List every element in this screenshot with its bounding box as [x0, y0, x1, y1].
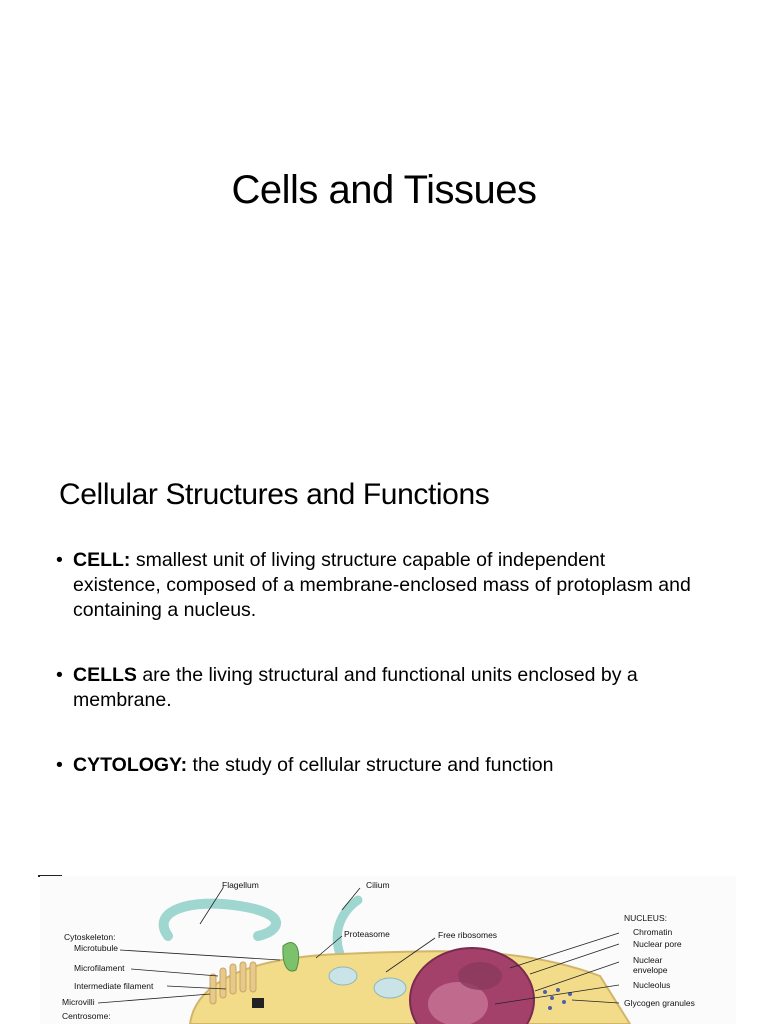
bullet-dot-icon: • [56, 664, 63, 686]
label-nucleolus: Nucleolus [633, 980, 671, 990]
label-microtubule: Microtubule [74, 943, 118, 953]
label-cytoskeleton: Cytoskeleton: [64, 932, 116, 942]
slide-title-heading: Cells and Tissues [231, 168, 537, 212]
bullet-cell [56, 548, 696, 623]
centrosome-shape [252, 998, 264, 1008]
bullet-dot-icon: • [56, 549, 63, 571]
label-cilium: Cilium [366, 880, 390, 890]
bullet-text: the study of cellular structure and function [187, 754, 554, 776]
bullet-term: CELL: [73, 549, 131, 571]
bullet-cells [56, 663, 696, 713]
label-flagellum: Flagellum [222, 880, 259, 890]
label-nucleus: NUCLEUS: [624, 913, 667, 923]
label-free-ribosomes: Free ribosomes [438, 930, 498, 940]
bullet-text: are the living structural and functional units enclosed by a membrane. [73, 664, 638, 711]
vesicle-shape [329, 967, 357, 985]
label-microvilli: Microvilli [62, 997, 95, 1007]
bullet-term: CYTOLOGY: [73, 754, 188, 776]
bullet-dot-icon: • [56, 754, 63, 776]
bullet-term: CELLS [73, 664, 137, 686]
label-nuclear-envelope-line2: envelope [633, 965, 668, 975]
label-nuclear-pore: Nuclear pore [633, 939, 682, 949]
label-microfilament: Microfilament [74, 963, 125, 973]
vesicle-shape [374, 978, 406, 998]
slide-title [0, 0, 768, 440]
slide-heading: Cellular Structures and Functions [59, 478, 490, 511]
cell-diagram [40, 876, 736, 1024]
bullet-list [56, 548, 696, 818]
label-nuclear-envelope-line1: Nuclear [633, 955, 663, 965]
bullet-cytology [56, 753, 696, 778]
label-intermediate-filament: Intermediate filament [74, 981, 154, 991]
label-glycogen-granules: Glycogen granules [624, 998, 695, 1008]
label-chromatin: Chromatin [633, 927, 673, 937]
chromatin-shape [458, 962, 502, 990]
bullet-text: smallest unit of living structure capable of independent existence, composed of a membrane-enclosed mass of protoplasm and containing a nucleus. [73, 549, 691, 621]
label-centrosome: Centrosome: [62, 1011, 111, 1021]
label-proteasome: Proteasome [344, 929, 390, 939]
